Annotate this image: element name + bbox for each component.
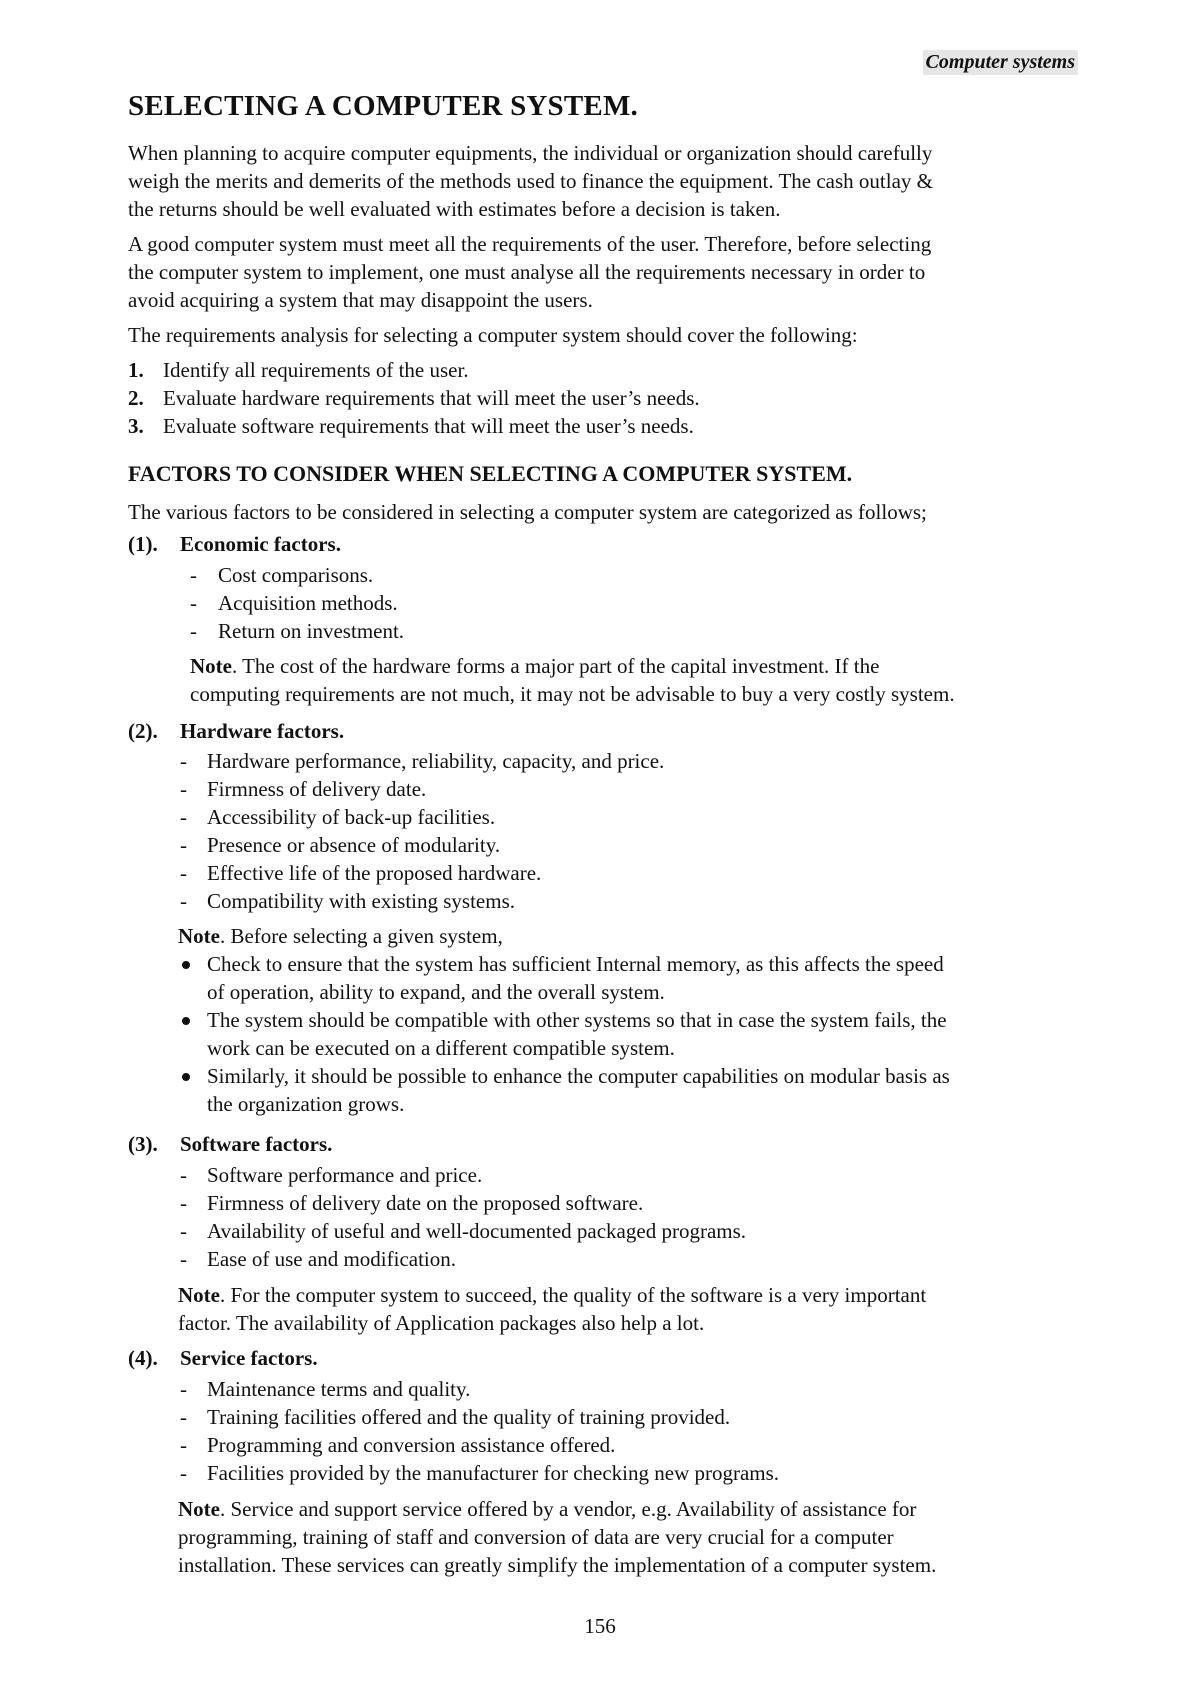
- intro-p2-line-2: the computer system to implement, one must analyse all the requirements necessary in order to: [128, 260, 926, 284]
- note-text: . The cost of the hardware forms a major part of the capital investment. If the: [231, 654, 880, 678]
- list-item: Maintenance terms and quality.: [207, 1377, 471, 1401]
- list-item: Ease of use and modification.: [207, 1247, 457, 1271]
- note-software-line-2: factor. The availability of Application packages also help a lot.: [178, 1311, 705, 1335]
- list-item: Firmness of delivery date.: [207, 777, 427, 801]
- note-software: [178, 1281, 926, 1309]
- intro-p3: The requirements analysis for selecting a computer system should cover the following:: [128, 323, 858, 347]
- factors-intro: The various factors to be considered in selecting a computer system are categorized as follows;: [128, 500, 927, 524]
- bullet-item-line: of operation, ability to expand, and the overall system.: [207, 980, 665, 1004]
- note-label: Note: [178, 1283, 220, 1307]
- list-item: Compatibility with existing systems.: [207, 889, 516, 913]
- bullet-marker: [182, 1017, 190, 1025]
- subsection-title-economic: Economic factors.: [180, 532, 341, 556]
- list-item: Availability of useful and well-documented packaged programs.: [207, 1219, 747, 1243]
- intro-p1-line-2: weigh the merits and demerits of the methods used to finance the equipment. The cash outlay &: [128, 169, 933, 193]
- list-item: Firmness of delivery date on the proposed software.: [207, 1191, 644, 1215]
- list-item: Effective life of the proposed hardware.: [207, 861, 542, 885]
- dash-marker: -: [190, 563, 197, 587]
- list-item-number: 2.: [128, 386, 144, 410]
- note-economic-line-2: computing requirements are not much, it may not be advisable to buy a very costly system.: [190, 682, 955, 706]
- list-item: Accessibility of back-up facilities.: [207, 805, 496, 829]
- list-item: Evaluate software requirements that will meet the user’s needs.: [163, 414, 694, 438]
- dash-marker: -: [180, 1163, 187, 1187]
- intro-p2-line-1: A good computer system must meet all the requirements of the user. Therefore, before selecting: [128, 232, 932, 256]
- bullet-item-line: Similarly, it should be possible to enhance the computer capabilities on modular basis as: [207, 1064, 950, 1088]
- list-item: Evaluate hardware requirements that will meet the user’s needs.: [163, 386, 700, 410]
- note-text: . For the computer system to succeed, the quality of the software is a very important: [219, 1283, 927, 1307]
- dash-marker: -: [180, 777, 187, 801]
- subsection-number: (1).: [128, 532, 158, 556]
- note-label: Note: [178, 924, 220, 948]
- intro-p1-line-1: When planning to acquire computer equipments, the individual or organization should carefully: [128, 141, 933, 165]
- bullet-marker: [182, 961, 190, 969]
- note-label: Note: [178, 1497, 220, 1521]
- bullet-marker: [182, 1073, 190, 1081]
- dash-marker: -: [180, 1191, 187, 1215]
- subsection-number: (2).: [128, 719, 158, 743]
- running-head: Computer systems: [923, 50, 1078, 75]
- dash-marker: -: [190, 619, 197, 643]
- subsection-title-hardware: Hardware factors.: [180, 719, 345, 743]
- intro-p1-line-3: the returns should be well evaluated with estimates before a decision is taken.: [128, 197, 781, 221]
- page-title: SELECTING A COMPUTER SYSTEM.: [128, 90, 638, 122]
- bullet-item-line: work can be executed on a different compatible system.: [207, 1036, 675, 1060]
- list-item-number: 1.: [128, 358, 144, 382]
- list-item: Hardware performance, reliability, capacity, and price.: [207, 749, 665, 773]
- subsection-number: (4).: [128, 1346, 158, 1370]
- list-item: Programming and conversion assistance offered.: [207, 1433, 616, 1457]
- dash-marker: -: [180, 1247, 187, 1271]
- intro-p2-line-3: avoid acquiring a system that may disappoint the users.: [128, 288, 593, 312]
- note-service-line-2: programming, training of staff and conversion of data are very crucial for a computer: [178, 1525, 894, 1549]
- page-number: 156: [584, 1614, 616, 1638]
- bullet-item-line: Check to ensure that the system has sufficient Internal memory, as this affects the speed: [207, 952, 944, 976]
- dash-marker: -: [190, 591, 197, 615]
- note-label: Note: [190, 654, 232, 678]
- dash-marker: -: [180, 1405, 187, 1429]
- dash-marker: -: [180, 805, 187, 829]
- list-item: Acquisition methods.: [218, 591, 398, 615]
- section-heading-factors: FACTORS TO CONSIDER WHEN SELECTING A COMPUTER SYSTEM.: [128, 461, 853, 486]
- list-item: Presence or absence of modularity.: [207, 833, 501, 857]
- dash-marker: -: [180, 889, 187, 913]
- dash-marker: -: [180, 833, 187, 857]
- list-item: Training facilities offered and the quality of training provided.: [207, 1405, 731, 1429]
- bullet-item-line: The system should be compatible with other systems so that in case the system fails, the: [207, 1008, 947, 1032]
- note-economic: [190, 652, 879, 680]
- dash-marker: -: [180, 1219, 187, 1243]
- dash-marker: -: [180, 749, 187, 773]
- note-service-line-3: installation. These services can greatly simplify the implementation of a computer system.: [178, 1553, 937, 1577]
- list-item: Facilities provided by the manufacturer for checking new programs.: [207, 1461, 780, 1485]
- list-item: Return on investment.: [218, 619, 405, 643]
- list-item: Cost comparisons.: [218, 563, 374, 587]
- bullet-item-line: the organization grows.: [207, 1092, 405, 1116]
- note-hardware: [178, 922, 503, 950]
- dash-marker: -: [180, 861, 187, 885]
- dash-marker: -: [180, 1461, 187, 1485]
- subsection-title-software: Software factors.: [180, 1132, 333, 1156]
- note-text: . Before selecting a given system,: [219, 924, 503, 948]
- note-text: . Service and support service offered by a vendor, e.g. Availability of assistance for: [219, 1497, 917, 1521]
- list-item: Software performance and price.: [207, 1163, 483, 1187]
- list-item: Identify all requirements of the user.: [163, 358, 469, 382]
- note-service: [178, 1495, 916, 1523]
- subsection-title-service: Service factors.: [180, 1346, 318, 1370]
- dash-marker: -: [180, 1377, 187, 1401]
- subsection-number: (3).: [128, 1132, 158, 1156]
- list-item-number: 3.: [128, 414, 144, 438]
- dash-marker: -: [180, 1433, 187, 1457]
